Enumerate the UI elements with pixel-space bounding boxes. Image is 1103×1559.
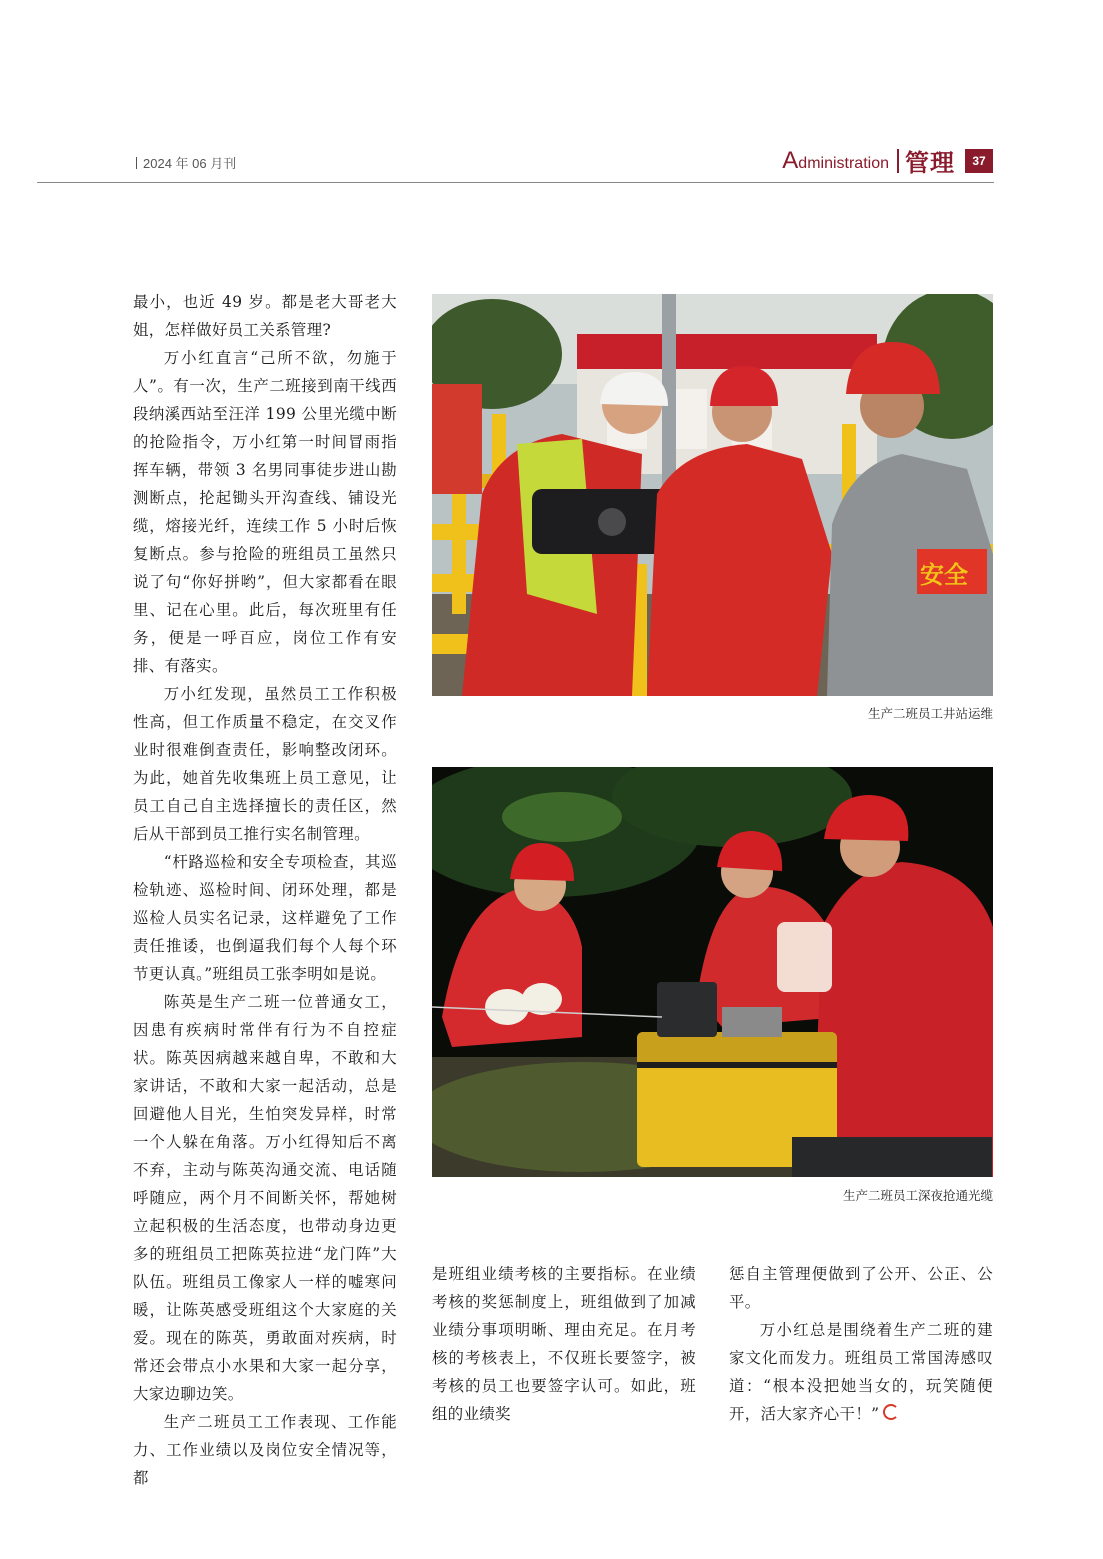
issue-date: [136, 153, 236, 172]
paragraph: 万小红直言“己所不欲，勿施于人”。有一次，生产二班接到南干线西段纳溪西站至汪洋 199 公里光缆中断的抢险指令，万小红第一时间冒雨指挥车辆，带领 3 名男同事徒步进山勘测断点，抡起锄头开沟查线、铺设光缆，熔接光纤，连续工作 5 小时后恢复断点。参与抢险的班组员工虽然只说了句“你好拼哟”，但大家都看在眼里、记在心里。此后，每次班里有任务，便是一呼百应，岗位工作有安排、有落实。: [133, 349, 397, 675]
paragraph: [729, 1316, 993, 1428]
paragraph: 万小红发现，虽然员工工作积极性高，但工作质量不稳定，在交叉作业时很难倒查责任，影响整改闭环。为此，她首先收集班上员工意见，让员工自己自主选择擅长的责任区，然后从干部到员工推行实名制管理。: [133, 685, 397, 843]
section-title-cn: 管理: [905, 150, 955, 177]
column-1: [133, 288, 397, 1492]
paragraph: 陈英是生产二班一位普通女工，因患有疾病时常伴有行为不自控症状。陈英因病越来越自卑，不敢和大家讲话，不敢和大家一起活动，总是回避他人目光，生怕突发异样，时常一个人躲在角落。万小红得知后不离不弃，主动与陈英沟通交流、电话随呼随应，两个月不间断关怀，帮她树立起积极的生活态度，也带动身边更多的班组员工把陈英拉进“龙门阵”大队伍。班组员工像家人一样的嘘寒问暖，让陈英感受班组这个大家庭的关爱。现在的陈英，勇敢面对疾病，时常还会带点小水果和大家一起分享，大家边聊边笑。: [133, 993, 397, 1403]
issue-text: 2024 年 06 月刊: [143, 156, 237, 171]
paragraph: 最小，也近 49 岁。都是老大哥老大姐，怎样做好员工关系管理?: [133, 293, 397, 339]
photo-caption: 生产二班员工深夜抢通光缆: [842, 1189, 993, 1203]
photo-station-maintenance: [432, 294, 993, 696]
photo-night-fiber-repair-illustration: [432, 767, 993, 1177]
paragraph-text: 万小红总是围绕着生产二班的建家文化而发力。班组员工常国涛感叹道：“根本没把她当女的，玩笑随便开，活大家齐心干！”: [729, 1321, 993, 1423]
column-2: [432, 1260, 696, 1428]
end-mark-icon: [883, 1404, 899, 1420]
paragraph: “杆路巡检和安全专项检查，其巡检轨迹、巡检时间、闭环处理，都是巡检人员实名记录，这样避免了工作责任推诿，也倒逼我们每个人每个环节更认真。”班组员工张李明如是说。: [133, 853, 397, 983]
photo-caption: 生产二班员工井站运维: [867, 707, 993, 721]
paragraph: 惩自主管理便做到了公开、公正、公平。: [729, 1265, 993, 1311]
section-divider: [897, 149, 899, 173]
armband-text: 安全: [920, 561, 968, 589]
page-number: 37: [965, 149, 993, 173]
photo-night-fiber-repair: [432, 767, 993, 1177]
section-header: [782, 143, 993, 178]
header-rule: [37, 182, 994, 183]
column-3: [729, 1260, 993, 1428]
issue-divider: [136, 157, 137, 169]
photo-station-maintenance-illustration: [432, 294, 993, 696]
paragraph: 是班组业绩考核的主要指标。在业绩考核的奖惩制度上，班组做到了加减业绩分事项明晰、理由充足。在月考核的考核表上，不仅班长要签字，被考核的员工也要签字认可。如此，班组的业绩奖: [432, 1265, 696, 1423]
section-title-en: Administration: [782, 146, 889, 174]
paragraph: 生产二班员工工作表现、工作能力、工作业绩以及岗位安全情况等，都: [133, 1413, 397, 1487]
